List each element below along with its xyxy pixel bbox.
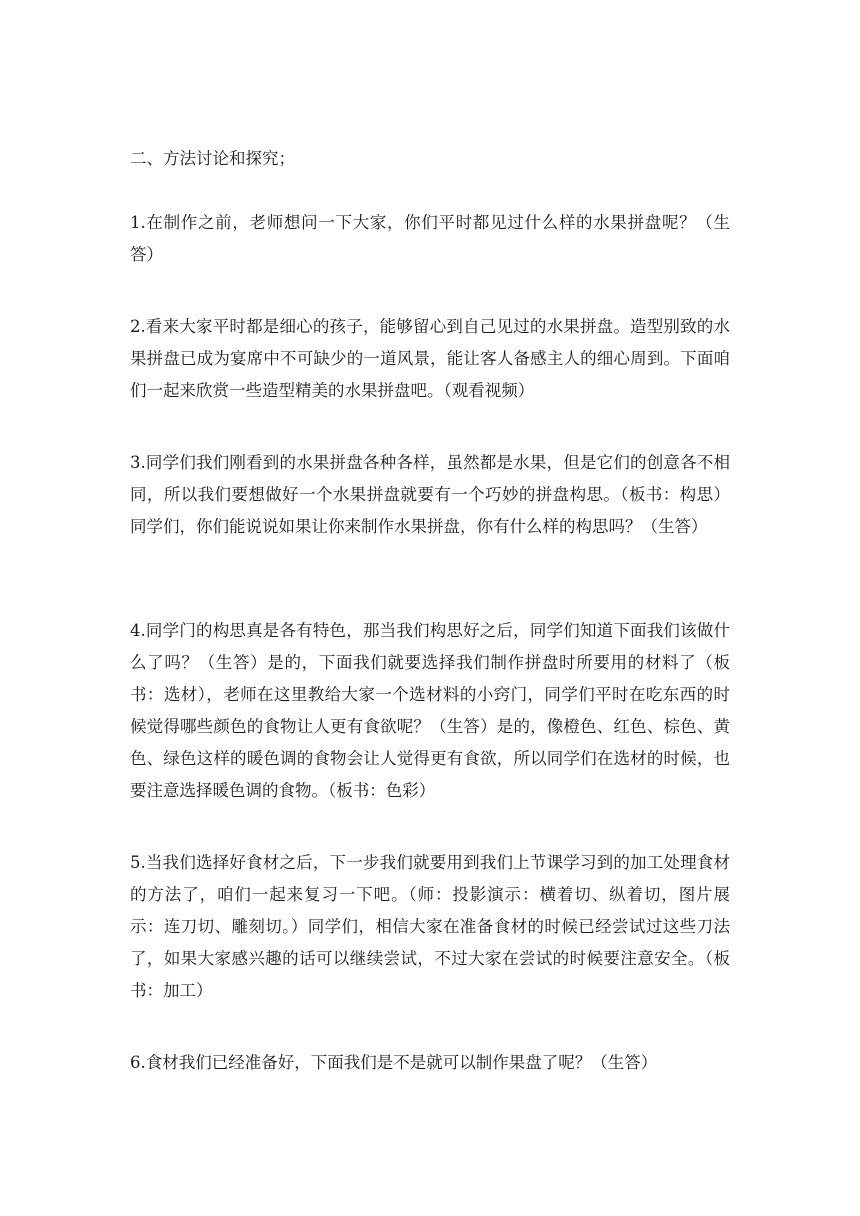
paragraph-2: 2.看来大家平时都是细心的孩子，能够留心到自己见过的水果拼盘。造型别致的水果拼盘已成为宴席中不可缺少的一道风景，能让客人备感主人的细心周到。下面咱们一起来欣赏一些造型精美的水果拼盘吧。（观看视频） — [130, 317, 730, 400]
paragraph-1: 1.在制作之前，老师想问一下大家，你们平时都见过什么样的水果拼盘呢？（生答） — [130, 213, 730, 264]
paragraph-3: 3.同学们我们刚看到的水果拼盘各种各样，虽然都是水果，但是它们的创意各不相同，所以我们要想做好一个水果拼盘就要有一个巧妙的拼盘构思。（板书：构思）同学们，你们能说说如果让你来制作水果拼盘，你有什么样的构思吗？（生答） — [130, 453, 730, 536]
paragraph-4: 4.同学门的构思真是各有特色，那当我们构思好之后，同学们知道下面我们该做什么了吗？（生答）是的，下面我们就要选择我们制作拼盘时所要用的材料了（板书：选材），老师在这里教给大家一个选材料的小窍门，同学们平时在吃东西的时候觉得哪些颜色的食物让人更有食欲呢？（生答）是的，像橙色、红色、棕色、黄色、绿色这样的暖色调的食物会让人觉得更有食欲，所以同学们在选材的时候，也要注意选择暖色调的食物。（板书：色彩） — [130, 621, 730, 800]
paragraph-6: 6.食材我们已经准备好，下面我们是不是就可以制作果盘了呢？（生答） — [130, 1053, 658, 1072]
section-heading: 二、方法讨论和探究； — [130, 149, 295, 168]
paragraph-5: 5.当我们选择好食材之后，下一步我们就要用到我们上节课学习到的加工处理食材的方法了，咱们一起来复习一下吧。（师：投影演示：横着切、纵着切，图片展示：连刀切、雕刻切。）同学们，相信大家在准备食材的时候已经尝试过这些刀法了，如果大家感兴趣的话可以继续尝试，不过大家在尝试的时候要注意安全。（板书：加工） — [130, 853, 730, 1000]
